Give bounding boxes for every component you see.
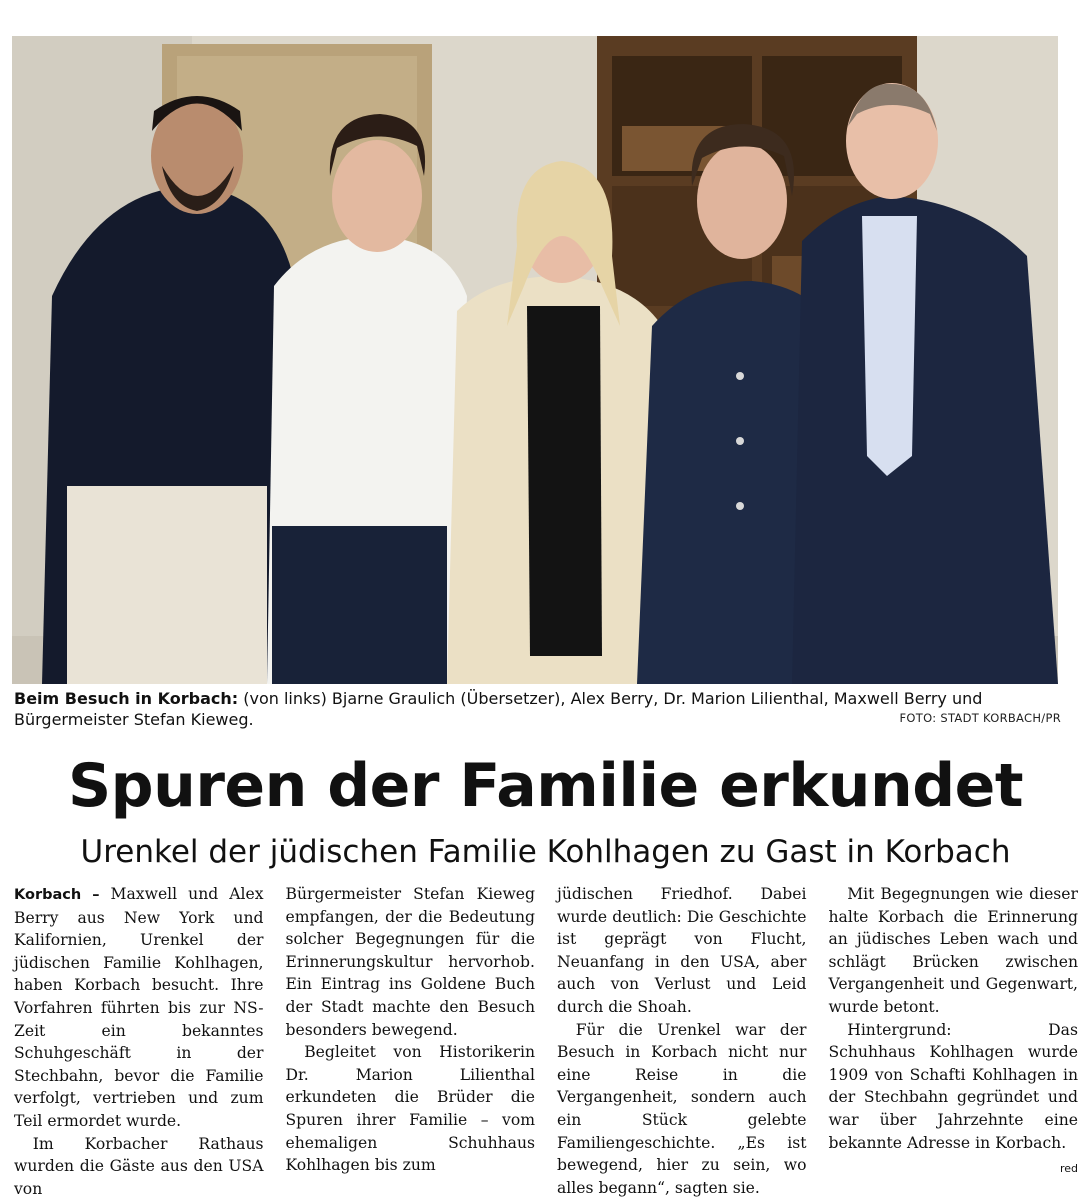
headline: Spuren der Familie erkundet — [67, 751, 1024, 821]
article-photo — [12, 36, 1058, 684]
caption-lead: Beim Besuch in Korbach: — [14, 689, 239, 708]
article-column-1 — [14, 883, 264, 1198]
article-body — [14, 883, 1078, 1198]
paragraph-text: Hintergrund: Das Schuhhaus Kohlhagen wurde 1909 von Schafti Kohlhagen in der Stechbahn gegründet und war über Jahrzehnte eine bekannte Adresse in Korbach. — [828, 1020, 1078, 1152]
paragraph: Begleitet von Historikerin Dr. Marion Lilienthal erkundeten die Brüder die Spuren ihrer Familie – vom ehemaligen Schuhhaus Kohlhagen bis zum — [285, 1043, 535, 1175]
paragraph: Mit Begegnungen wie dieser halte Korbach die Erinnerung an jüdisches Leben wach und schlägt Brücken zwischen Vergangenheit und Gegenwart, wurde betont. — [828, 885, 1078, 1016]
caption-text: (von links) Bjarne Graulich (Übersetzer), Alex Berry, Dr. Marion Lilienthal, Maxwell Berry und Bürgermeister Stefan Kieweg. — [14, 689, 983, 729]
subheadline: Urenkel der jüdischen Familie Kohlhagen zu Gast in Korbach — [80, 834, 1011, 870]
paragraph — [14, 883, 264, 1133]
group-photo — [12, 36, 1058, 684]
paragraph: Für die Urenkel war der Besuch in Korbach nicht nur eine Reise in die Vergangenheit, sondern auch ein Stück gelebte Familiengeschichte. „Es ist bewegend, hier zu sein, wo alles begann“, sagten sie. — [557, 1020, 807, 1197]
article-column-3 — [557, 883, 807, 1197]
author-sign: red — [1059, 1162, 1078, 1176]
paragraph: Bürgermeister Stefan Kieweg empfangen, der die Bedeutung solcher Begegnungen für die Erinnerungskultur hervorhob. Ein Eintrag ins Goldene Buch der Stadt machte den Besuch besonders bewegend. — [285, 885, 535, 1039]
paragraph — [828, 1019, 1079, 1176]
paragraph: Im Korbacher Rathaus wurden die Gäste aus den USA von — [14, 1134, 264, 1198]
article-column-4 — [828, 883, 1079, 1176]
photo-credit: FOTO: STADT KORBACH/PR — [899, 711, 1061, 725]
paragraph: jüdischen Friedhof. Dabei wurde deutlich: Die Geschichte ist geprägt von Flucht, Neuanfang in den USA, aber auch von Verlust und Leid durch die Shoah. — [557, 885, 807, 1016]
paragraph-text: Maxwell und Alex Berry aus New York und Kalifornien, Urenkel der jüdischen Familie Kohlhagen, haben Korbach besucht. Ihre Vorfahren führten bis zur NS-Zeit ein bekanntes Schuhgeschäft in der Stechbahn, bevor die Familie verfolgt, vertrieben und zum Teil ermordet wurde. — [14, 885, 264, 1130]
dateline: Korbach – — [14, 887, 100, 903]
article-column-2 — [286, 883, 536, 1173]
